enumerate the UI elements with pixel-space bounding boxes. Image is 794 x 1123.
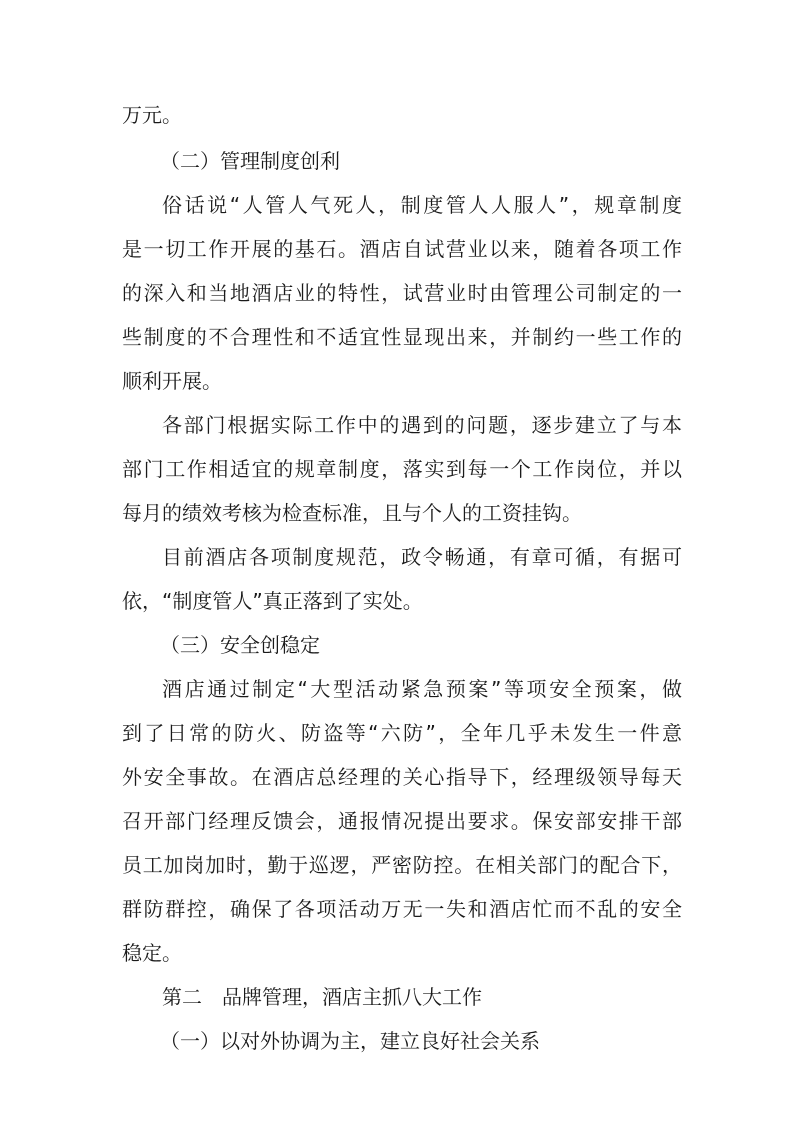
paragraph-line: 每月的绩效考核为检查标准，且与个人的工资挂钩。: [122, 501, 582, 525]
paragraph-line: 召开部门经理反馈会，通报情况提出要求。保安部安排干部: [122, 809, 682, 833]
paragraph-line: 依，“制度管人”真正落到了实处。: [122, 589, 423, 613]
chapter-heading: 第二 品牌管理，酒店主抓八大工作: [162, 985, 482, 1009]
section-heading: （一）以对外协调为主，建立良好社会关系: [160, 1029, 540, 1053]
paragraph-line: 目前酒店各项制度规范，政令畅通，有章可循，有据可: [162, 545, 682, 569]
paragraph-line: 酒店通过制定“大型活动紧急预案”等项安全预案，做: [162, 677, 682, 701]
paragraph-line: 部门工作相适宜的规章制度，落实到每一个工作岗位，并以: [122, 457, 682, 481]
paragraph-line: 是一切工作开展的基石。酒店自试营业以来，随着各项工作: [122, 237, 682, 261]
paragraph-line: 的深入和当地酒店业的特性，试营业时由管理公司制定的一: [122, 281, 682, 305]
paragraph-line: 些制度的不合理性和不适宜性显现出来，并制约一些工作的: [122, 325, 682, 349]
paragraph-line: 俗话说“人管人气死人，制度管人人服人”，规章制度: [162, 193, 682, 217]
paragraph-line: 稳定。: [122, 941, 182, 965]
section-heading: （三）安全创稳定: [160, 633, 320, 657]
paragraph-line: 到了日常的防火、防盗等“六防”，全年几乎未发生一件意: [122, 721, 682, 745]
paragraph-line: 外安全事故。在酒店总经理的关心指导下，经理级领导每天: [122, 765, 682, 789]
paragraph-line: 顺利开展。: [122, 369, 222, 393]
section-heading: （二）管理制度创利: [160, 149, 340, 173]
paragraph-line: 员工加岗加时，勤于巡逻，严密防控。在相关部门的配合下，: [122, 853, 682, 877]
paragraph-line: 各部门根据实际工作中的遇到的问题，逐步建立了与本: [162, 413, 682, 437]
paragraph-line: 万元。: [122, 103, 182, 127]
paragraph-line: 群防群控，确保了各项活动万无一失和酒店忙而不乱的安全: [122, 897, 682, 921]
